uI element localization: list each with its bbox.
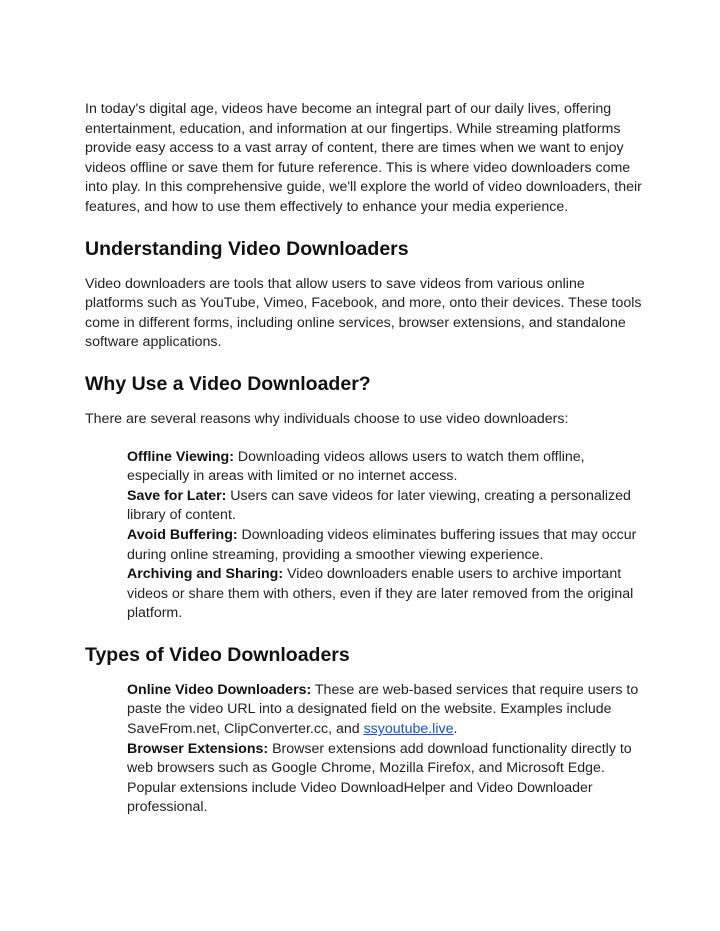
why-heading: Why Use a Video Downloader? xyxy=(85,372,371,395)
list-item xyxy=(127,526,647,565)
list-item xyxy=(127,565,647,624)
types-list xyxy=(127,681,647,818)
ssyoutube-link[interactable]: ssyoutube.live xyxy=(363,721,454,738)
list-item-text: Users can save videos for later viewing, creating a personalized library of content. xyxy=(127,487,631,524)
list-item-text: Video downloaders enable users to archive important videos or share them with others, even if they are later removed from the original platform. xyxy=(127,566,634,622)
understanding-heading: Understanding Video Downloaders xyxy=(85,237,409,260)
list-item xyxy=(127,487,647,526)
list-item xyxy=(127,448,647,487)
reasons-list xyxy=(127,448,647,624)
list-item-title: Save for Later: xyxy=(127,487,227,504)
list-item-text: Downloading videos eliminates buffering issues that may occur during online streaming, providing a smoother viewing experience. xyxy=(127,526,637,563)
list-item-text: Downloading videos allows users to watch them offline, especially in areas with limited or no internet access. xyxy=(127,448,585,485)
list-item-title: Avoid Buffering: xyxy=(127,526,238,543)
understanding-paragraph: Video downloaders are tools that allow users to save videos from various online platforms such as YouTube, Vimeo, Facebook, and more, onto their devices. These tools come in different forms, including online services, browser extensions, and standalone software applications. xyxy=(85,275,642,351)
list-item-title: Online Video Downloaders: xyxy=(127,681,312,698)
list-item-text-end: . xyxy=(453,721,458,738)
why-lead-paragraph: There are several reasons why individuals choose to use video downloaders: xyxy=(85,410,569,427)
list-item-title: Browser Extensions: xyxy=(127,740,269,757)
list-item-text: These are web-based services that require users to paste the video URL into a designated field on the website. Examples include SaveFrom.net, ClipConverter.cc, and xyxy=(127,681,639,738)
list-item-text: Browser extensions add download functionality directly to web browsers such as Google Chrome, Mozilla Firefox, and Microsoft Edge. Popular extensions include Video DownloadHelper and Video Downloader professional. xyxy=(127,740,632,816)
list-item xyxy=(127,740,647,818)
list-item xyxy=(127,681,647,740)
types-heading: Types of Video Downloaders xyxy=(85,643,350,666)
list-item-title: Offline Viewing: xyxy=(127,448,234,465)
document-page xyxy=(85,100,645,836)
intro-paragraph: In today's digital age, videos have become an integral part of our daily lives, offering entertainment, education, and information at our fingertips. While streaming platforms provide easy access to a vast array of content, there are times when we want to enjoy videos offline or save them for future reference. This is where video downloaders come into play. In this comprehensive guide, we'll explore the world of video downloaders, their features, and how to use them effectively to enhance your media experience. xyxy=(85,101,642,215)
list-item-title: Archiving and Sharing: xyxy=(127,566,284,583)
